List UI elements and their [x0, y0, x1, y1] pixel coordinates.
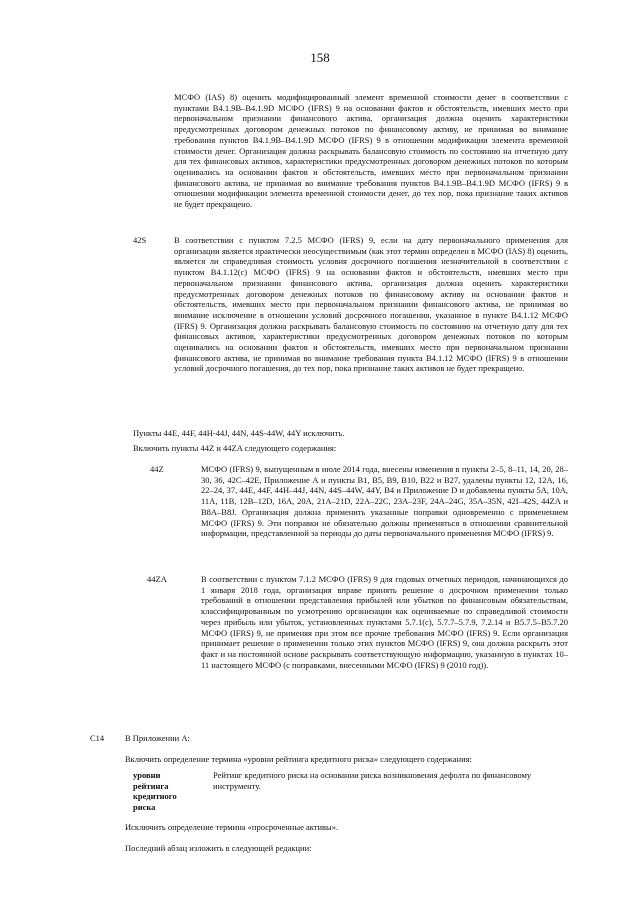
excluded-paragraphs-line: Пункты 44E, 44F, 44H-44J, 44N, 44S-44W, 44Y исключить.	[133, 428, 345, 438]
section-label-c14: C14	[90, 733, 105, 743]
page-number: 158	[310, 50, 330, 65]
term-name: уровни рейтинга кредитного риска	[133, 770, 177, 813]
last-paragraph-line: Последний абзац изложить в следующей редакции:	[125, 843, 312, 853]
exclude-term-line: Исключить определение термина «просроченные активы».	[125, 822, 339, 832]
paragraph-label-42s: 42S	[133, 235, 147, 245]
paragraph-42s: В соответствии с пунктом 7.2.5 МСФО (IFRS) 9, если на дату первоначального применения для организации является практически неосуществимым (как этот термин определен в МСФО (IAS) 8) оценить, является ли справедливая стоимость условия досрочного погашения незначительной в соответствии с пунктом B4.1.12(с) МСФО (IFRS) 9 на основании фактов и обстоятельств, имевших место при первоначальном признании финансового актива, организация должна оценить характеристики предусмотренных договором денежных потоков по финансовому активу на основании фактов и обстоятельств, имевших место при первоначальном признании финансового актива, не принимая во внимание исключение в отношении условий досрочного погашения, указанное в пункте B4.1.12 МСФО (IFRS) 9. Организация должна раскрывать балансовую стоимость по состоянию на отчетную дату для тех финансовых активов, характеристики предусмотренных договором денежных потоков по которым оценивались на основании фактов и обстоятельств, имевших место при первоначальном признании финансового актива, не принимая во внимание требования пункта B4.1.12 МСФО (IFRS) 9 в отношении условий досрочного погашения, до тех пор, пока признание таких активов не будет прекращено.	[174, 235, 568, 374]
paragraph-44za: В соответствии с пунктом 7.1.2 МСФО (IFRS) 9 для годовых отчетных периодов, начинающихся до 1 января 2018 года, организация вправе принять решение о досрочном применении только требований в отношении представления прибылей или убытков по финансовым обязательствам, классифицированным по усмотрению организации как оцениваемые по справедливой стоимости через прибыль или убыток, установленных пунктами 5.7.1(с), 5.7.7–5.7.9, 7.2.14 и B5.7.5–B5.7.20 МСФО (IFRS) 9, не применяя при этом все прочие требования МСФО (IFRS) 9. Если организация принимает решение о применении только этих пунктов МСФО (IFRS) 9, она должна раскрыть этот факт и на постоянной основе раскрывать соответствующую информацию, указанную в пунктах 10–11 настоящего МСФО (с поправками, внесенными МСФО (IFRS) 9 (2010 год)).	[201, 574, 568, 670]
include-paragraphs-line: Включить пункты 44Z и 44ZA следующего содержания:	[133, 443, 337, 453]
term-definition: Рейтинг кредитного риска на основании риска возникновения дефолта по финансовому инструменту.	[213, 770, 532, 791]
paragraph-label-44z: 44Z	[150, 464, 164, 474]
section-c14-intro: В Приложении А:	[125, 733, 190, 743]
paragraph-44z: МСФО (IFRS) 9, выпущенным в июле 2014 года, внесены изменения в пункты 2–5, 8–11, 14, 20, 28–30, 36, 42C–42E, Приложение А и пункты B1, B5, B9, B10, B22 и B27, удалены пункты 12, 12A, 16, 22–24, 37, 44E, 44F, 44H–44J, 44N, 44S–44W, 44Y, B4 и Приложение D и добавлены пункты 5A, 10A, 11A, 11B, 12B–12D, 16A, 20A, 21A–21D, 22A–22C, 23A–23F, 24A–24G, 35A–35N, 42I–42S, 44ZA и B8A–B8J. Организация должна применить указанные поправки одновременно с применением МСФО (IFRS) 9. Эти поправки не обязательно должны применяться в отношении сравнительной информации, представленной за периоды до даты первоначального применения МСФО (IFRS) 9.	[201, 464, 568, 539]
include-term-line: Включить определение термина «уровни рейтинга кредитного риска» следующего содержания:	[125, 754, 472, 764]
paragraph-continuation: МСФО (IAS) 8) оценить модифицированный элемент временной стоимости денег в соответствии с пунктами B4.1.9B–B4.1.9D МСФО (IFRS) 9 на основании фактов и обстоятельств, имевших место при первоначальном признании финансового актива, организация должна оценить характеристики предусмотренных договором денежных потоков по финансовому активу, не принимая во внимание требования пунктов B4.1.9B–B4.1.9D МСФО (IFRS) 9 в отношении модификации элемента временной стоимости денег. Организация должна раскрывать балансовую стоимость по состоянию на отчетную дату для тех финансовых активов, характеристики предусмотренных договором денежных потоков по которым оценивались на основании фактов и обстоятельств, имевших место при первоначальном признании финансового актива, не принимая во внимание требования пунктов B4.1.9B–B4.1.9D МСФО (IFRS) 9 в отношении модификации элемента временной стоимости денег, до тех пор, пока признание таких активов не будет прекращено.	[174, 92, 568, 210]
paragraph-label-44za: 44ZA	[147, 574, 167, 584]
